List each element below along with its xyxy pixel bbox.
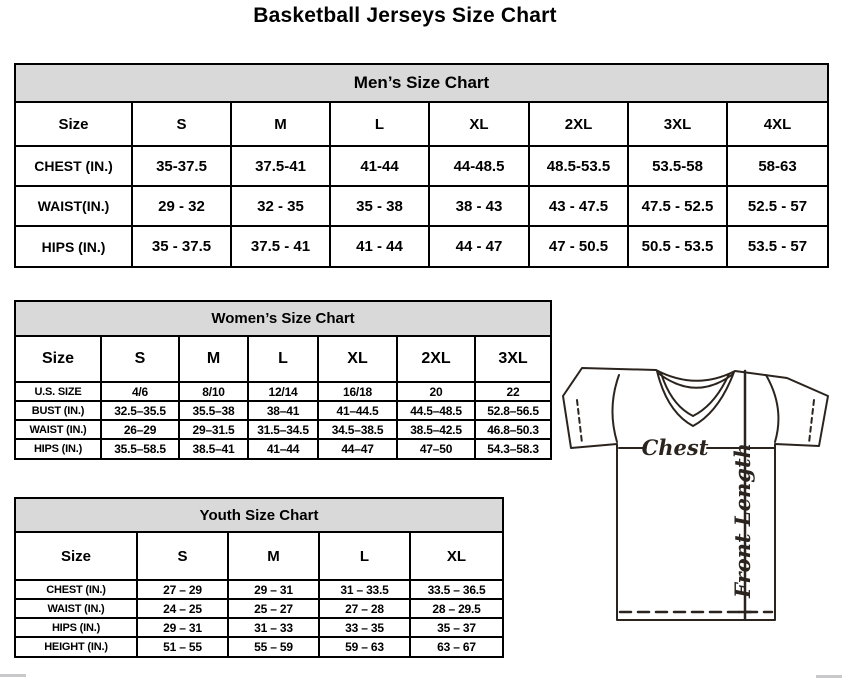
table-cell: 35 - 37.5 bbox=[132, 226, 231, 266]
chest-label: Chest bbox=[641, 435, 709, 460]
size-header: L bbox=[319, 533, 410, 580]
table-cell: 27 – 28 bbox=[319, 599, 410, 618]
scrollbar-fragment-right bbox=[816, 675, 842, 678]
size-header: 3XL bbox=[628, 103, 727, 146]
table-cell: 31 – 33.5 bbox=[319, 580, 410, 599]
table-cell: 41–44 bbox=[248, 439, 318, 458]
page-title: Basketball Jerseys Size Chart bbox=[253, 4, 557, 27]
table-cell: 52.8–56.5 bbox=[475, 401, 550, 420]
mens-chart-title: Men’s Size Chart bbox=[16, 65, 827, 103]
table-cell: 35 – 37 bbox=[410, 618, 502, 637]
size-column-header: Size bbox=[16, 103, 132, 146]
youth-size-table bbox=[16, 533, 502, 656]
table-cell: 44.5–48.5 bbox=[397, 401, 475, 420]
table-cell: 44-48.5 bbox=[429, 146, 529, 186]
header-row bbox=[16, 103, 827, 146]
header-row bbox=[16, 337, 550, 382]
row-label: WAIST (IN.) bbox=[16, 420, 101, 439]
table-cell: 58-63 bbox=[727, 146, 827, 186]
womens-chart-title: Women’s Size Chart bbox=[16, 302, 550, 337]
table-cell: 35.5–38 bbox=[179, 401, 248, 420]
row-label: HIPS (IN.) bbox=[16, 439, 101, 458]
table-cell: 35-37.5 bbox=[132, 146, 231, 186]
vneck-inner-line bbox=[661, 373, 729, 416]
table-cell: 32 - 35 bbox=[231, 186, 330, 226]
table-cell: 29–31.5 bbox=[179, 420, 248, 439]
size-column-header: Size bbox=[16, 337, 101, 382]
table-row bbox=[16, 401, 550, 420]
table-cell: 50.5 - 53.5 bbox=[628, 226, 727, 266]
youth-size-chart bbox=[14, 497, 504, 658]
mens-size-chart bbox=[14, 63, 829, 268]
table-cell: 47 - 50.5 bbox=[529, 226, 628, 266]
table-cell: 12/14 bbox=[248, 382, 318, 401]
table-cell: 54.3–58.3 bbox=[475, 439, 550, 458]
table-cell: 4/6 bbox=[101, 382, 179, 401]
table-cell: 16/18 bbox=[318, 382, 397, 401]
mens-size-table bbox=[16, 103, 827, 266]
scrollbar-fragment-left bbox=[0, 674, 26, 677]
table-cell: 51 – 55 bbox=[137, 637, 228, 656]
row-label: WAIST(IN.) bbox=[16, 186, 132, 226]
size-header: 2XL bbox=[529, 103, 628, 146]
left-cuff-dashed-line bbox=[577, 400, 582, 443]
table-cell: 47.5 - 52.5 bbox=[628, 186, 727, 226]
row-label: CHEST (IN.) bbox=[16, 146, 132, 186]
right-cuff-dashed-line bbox=[809, 400, 814, 443]
table-cell: 48.5-53.5 bbox=[529, 146, 628, 186]
table-cell: 41–44.5 bbox=[318, 401, 397, 420]
table-cell: 31.5–34.5 bbox=[248, 420, 318, 439]
left-armhole-seam bbox=[612, 375, 619, 442]
table-cell: 63 – 67 bbox=[410, 637, 502, 656]
right-armhole-seam bbox=[766, 375, 778, 442]
size-header: XL bbox=[410, 533, 502, 580]
row-label: BUST (IN.) bbox=[16, 401, 101, 420]
size-header: S bbox=[132, 103, 231, 146]
table-cell: 38–41 bbox=[248, 401, 318, 420]
table-row bbox=[16, 599, 502, 618]
youth-chart-title: Youth Size Chart bbox=[16, 499, 502, 533]
table-row bbox=[16, 618, 502, 637]
table-cell: 20 bbox=[397, 382, 475, 401]
row-label: WAIST (IN.) bbox=[16, 599, 137, 618]
table-row bbox=[16, 186, 827, 226]
row-label: HIPS (IN.) bbox=[16, 226, 132, 266]
size-header: 2XL bbox=[397, 337, 475, 382]
table-cell: 34.5–38.5 bbox=[318, 420, 397, 439]
table-cell: 33 – 35 bbox=[319, 618, 410, 637]
jersey-measurement-diagram bbox=[556, 358, 840, 634]
table-cell: 22 bbox=[475, 382, 550, 401]
table-cell: 33.5 – 36.5 bbox=[410, 580, 502, 599]
size-header: S bbox=[137, 533, 228, 580]
table-cell: 41 - 44 bbox=[330, 226, 429, 266]
table-cell: 52.5 - 57 bbox=[727, 186, 827, 226]
table-cell: 55 – 59 bbox=[228, 637, 319, 656]
size-header: XL bbox=[429, 103, 529, 146]
front-length-label: Front Length bbox=[730, 443, 755, 598]
table-cell: 27 – 29 bbox=[137, 580, 228, 599]
size-header: M bbox=[228, 533, 319, 580]
table-cell: 24 – 25 bbox=[137, 599, 228, 618]
womens-size-table bbox=[16, 337, 550, 458]
table-cell: 29 – 31 bbox=[137, 618, 228, 637]
table-cell: 44 - 47 bbox=[429, 226, 529, 266]
table-cell: 38.5–42.5 bbox=[397, 420, 475, 439]
header-row bbox=[16, 533, 502, 580]
table-row bbox=[16, 637, 502, 656]
table-cell: 59 – 63 bbox=[319, 637, 410, 656]
row-label: U.S. SIZE bbox=[16, 382, 101, 401]
table-cell: 28 – 29.5 bbox=[410, 599, 502, 618]
row-label: HIPS (IN.) bbox=[16, 618, 137, 637]
table-cell: 25 – 27 bbox=[228, 599, 319, 618]
table-cell: 35.5–58.5 bbox=[101, 439, 179, 458]
table-cell: 26–29 bbox=[101, 420, 179, 439]
table-cell: 41-44 bbox=[330, 146, 429, 186]
size-header: M bbox=[179, 337, 248, 382]
table-row bbox=[16, 439, 550, 458]
table-cell: 8/10 bbox=[179, 382, 248, 401]
table-row bbox=[16, 580, 502, 599]
row-label: HEIGHT (IN.) bbox=[16, 637, 137, 656]
size-header: S bbox=[101, 337, 179, 382]
table-cell: 31 – 33 bbox=[228, 618, 319, 637]
table-row bbox=[16, 382, 550, 401]
size-header: XL bbox=[318, 337, 397, 382]
table-cell: 37.5-41 bbox=[231, 146, 330, 186]
table-cell: 44–47 bbox=[318, 439, 397, 458]
size-header: 3XL bbox=[475, 337, 550, 382]
jersey-outline-shape bbox=[563, 368, 828, 620]
table-row bbox=[16, 226, 827, 266]
table-row bbox=[16, 146, 827, 186]
table-cell: 46.8–50.3 bbox=[475, 420, 550, 439]
table-cell: 29 - 32 bbox=[132, 186, 231, 226]
table-cell: 38.5–41 bbox=[179, 439, 248, 458]
size-header: L bbox=[330, 103, 429, 146]
table-cell: 35 - 38 bbox=[330, 186, 429, 226]
table-cell: 47–50 bbox=[397, 439, 475, 458]
size-header: 4XL bbox=[727, 103, 827, 146]
size-column-header: Size bbox=[16, 533, 137, 580]
womens-size-chart bbox=[14, 300, 552, 460]
table-cell: 29 – 31 bbox=[228, 580, 319, 599]
table-cell: 32.5–35.5 bbox=[101, 401, 179, 420]
table-cell: 37.5 - 41 bbox=[231, 226, 330, 266]
table-row bbox=[16, 420, 550, 439]
table-cell: 53.5 - 57 bbox=[727, 226, 827, 266]
row-label: CHEST (IN.) bbox=[16, 580, 137, 599]
table-cell: 38 - 43 bbox=[429, 186, 529, 226]
table-cell: 53.5-58 bbox=[628, 146, 727, 186]
size-header: M bbox=[231, 103, 330, 146]
table-cell: 43 - 47.5 bbox=[529, 186, 628, 226]
size-header: L bbox=[248, 337, 318, 382]
